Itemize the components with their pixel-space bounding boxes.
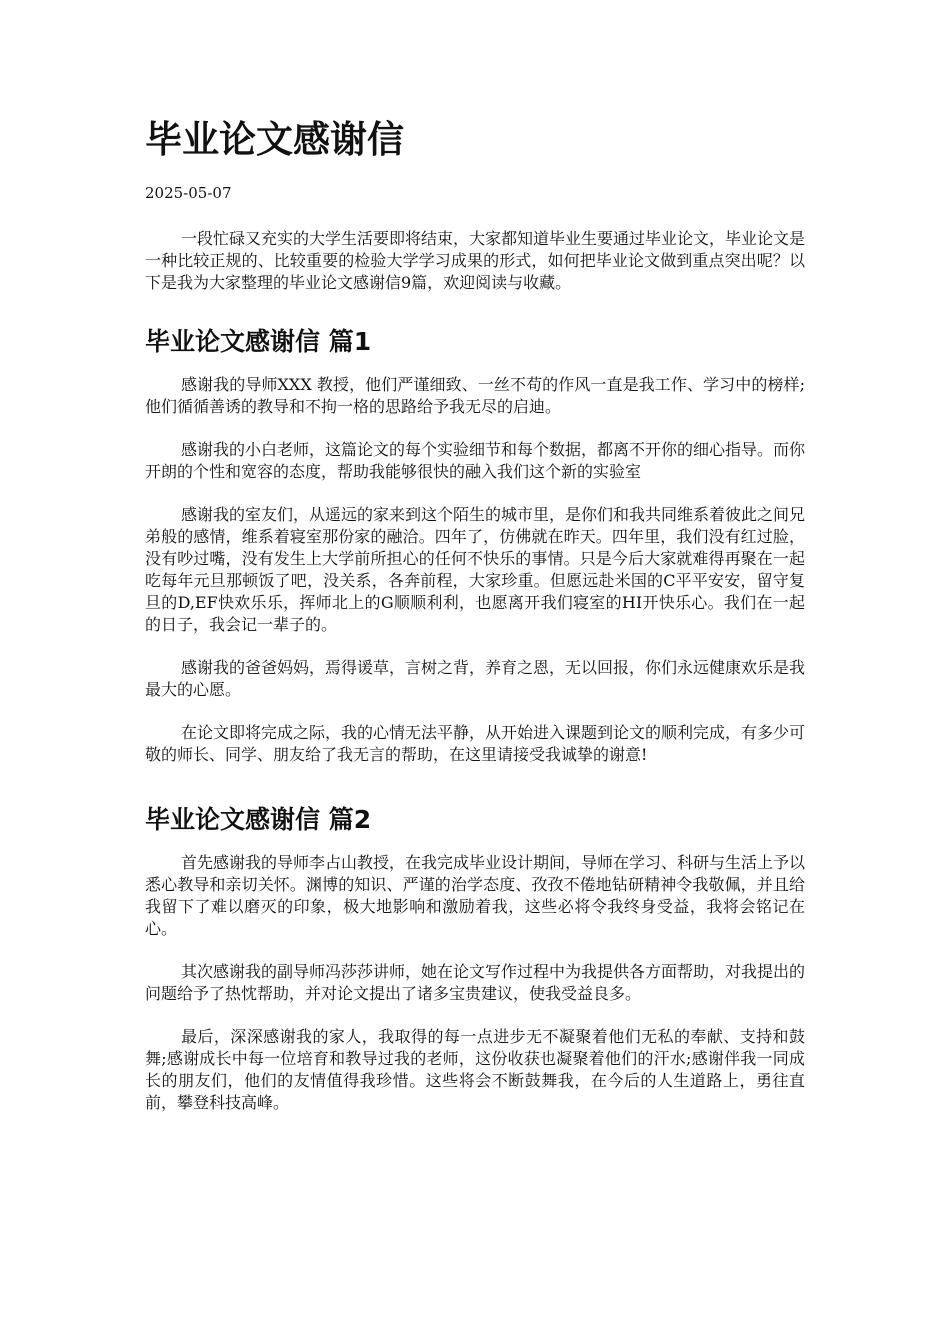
- section-paragraph: 感谢我的室友们，从遥远的家来到这个陌生的城市里，是你们和我共同维系着彼此之间兄弟般的感情，维系着寝室那份家的融洽。四年了，仿佛就在昨天。四年里，我们没有红过脸，没有吵过嘴，没有发生上大学前所担心的任何不快乐的事情。只是今后大家就难得再聚在一起吃每年元旦那顿饭了吧，没关系，各奔前程，大家珍重。但愿远赴米国的C平平安安，留守复旦的D,EF快欢乐乐，挥师北上的G顺顺利利，也愿离开我们寝室的HI开快乐心。我们在一起的日子，我会记一辈子的。: [145, 505, 806, 634]
- section-paragraph: 在论文即将完成之际，我的心情无法平静，从开始进入课题到论文的顺利完成，有多少可敬的师长、同学、朋友给了我无言的帮助，在这里请接受我诚挚的谢意!: [145, 723, 806, 764]
- document-date: 2025-05-07: [145, 184, 232, 202]
- section-paragraph: 其次感谢我的副导师冯莎莎讲师，她在论文写作过程中为我提供各方面帮助，对我提出的问题给予了热忱帮助，并对论文提出了诸多宝贵建议，使我受益良多。: [145, 962, 806, 1003]
- document-title: 毕业论文感谢信: [145, 118, 404, 161]
- section-paragraph: 首先感谢我的导师李占山教授，在我完成毕业设计期间，导师在学习、科研与生活上予以悉心教导和亲切关怀。渊博的知识、严谨的治学态度、孜孜不倦地钻研精神令我敬佩，并且给我留下了难以磨灭的印象，极大地影响和激励着我，这些必将令我终身受益，我将会铭记在心。: [145, 853, 806, 938]
- section-heading: 毕业论文感谢信 篇1: [145, 327, 372, 356]
- document-page: [145, 112, 805, 1114]
- section-paragraph: 感谢我的爸爸妈妈，焉得谖草，言树之背，养育之恩，无以回报，你们永远健康欢乐是我最大的心愿。: [145, 658, 806, 699]
- section-heading: 毕业论文感谢信 篇2: [145, 805, 372, 834]
- section-paragraph: 感谢我的小白老师，这篇论文的每个实验细节和每个数据，都离不开你的细心指导。而你开朗的个性和宽容的态度，帮助我能够很快的融入我们这个新的实验室: [145, 440, 806, 481]
- section-paragraph: 最后，深深感谢我的家人，我取得的每一点进步无不凝聚着他们无私的奉献、支持和鼓舞;感谢成长中每一位培育和教导过我的老师，这份收获也凝聚着他们的汗水;感谢伴我一同成长的朋友们，他们的友情值得我珍惜。这些将会不断鼓舞我，在今后的人生道路上，勇往直前，攀登科技高峰。: [145, 1027, 805, 1112]
- section-paragraph: 感谢我的导师XXX 教授，他们严谨细致、一丝不苟的作风一直是我工作、学习中的榜样;他们循循善诱的教导和不拘一格的思路给予我无尽的启迪。: [145, 375, 805, 416]
- intro-paragraph: 一段忙碌又充实的大学生活要即将结束，大家都知道毕业生要通过毕业论文，毕业论文是一种比较正规的、比较重要的检验大学学习成果的形式，如何把毕业论文做到重点突出呢？以下是我为大家整理的毕业论文感谢信9篇，欢迎阅读与收藏。: [145, 229, 806, 292]
